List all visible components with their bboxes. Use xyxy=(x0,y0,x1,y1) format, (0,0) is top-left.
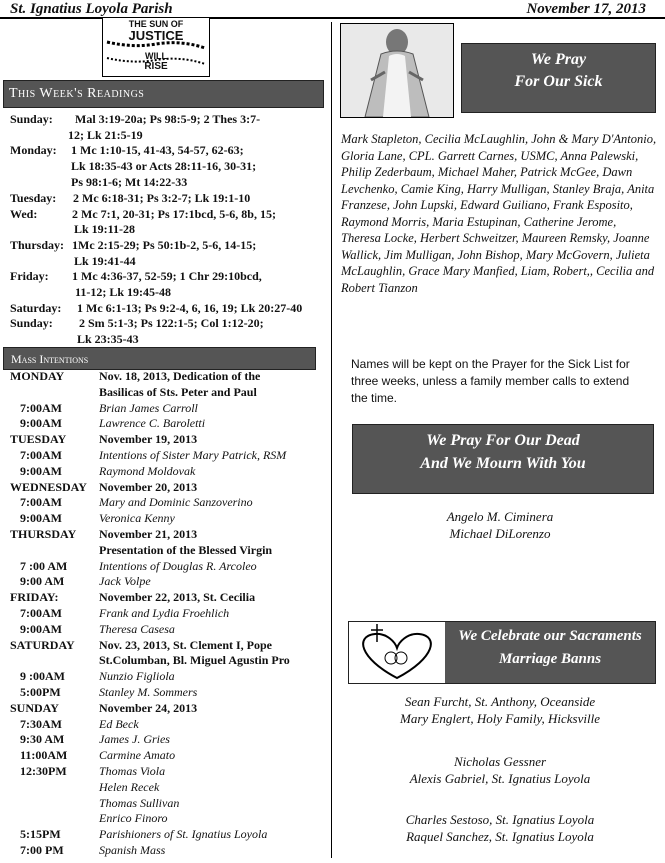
banns-name: Mary Englert, Holy Family, Hicksville xyxy=(399,711,600,726)
mary-statue-image xyxy=(340,23,454,118)
mass-intention: Nunzio Figliola xyxy=(99,669,175,683)
banns-name: Nicholas Gessner xyxy=(453,754,547,769)
logo-line-3: WILL xyxy=(145,51,167,61)
deceased-name: Michael DiLorenzo xyxy=(449,526,551,541)
mass-time: 9:00AM xyxy=(20,416,62,430)
mass-intention: Brian James Carroll xyxy=(99,401,198,415)
mass-date: November 24, 2013 xyxy=(99,701,198,715)
sacraments-header xyxy=(348,621,656,684)
reading-citation: 2 Sm 5:1-3; Ps 122:1-5; Col 1:12-20; xyxy=(79,316,264,330)
reading-citation: 1 Mc 6:1-13; Ps 9:2-4, 6, 16, 19; Lk 20:27-40 xyxy=(77,301,303,315)
mass-intention: Ed Beck xyxy=(99,717,139,731)
mass-time: 5:15PM xyxy=(20,827,61,841)
mass-date: Basilicas of Sts. Peter and Paul xyxy=(99,385,257,399)
mass-intention: Intentions of Douglas R. Arcoleo xyxy=(99,559,257,573)
mass-time: 9:00AM xyxy=(20,511,62,525)
mass-time: 9:00 AM xyxy=(20,574,65,588)
sick-list-note: Names will be kept on the Prayer for the Sick List for three weeks, unless a family member calls to extend the time. xyxy=(351,357,630,405)
header-rule xyxy=(0,17,665,19)
mass-time: 11:00AM xyxy=(20,748,68,762)
sacraments-title-2: Marriage Banns xyxy=(498,651,602,667)
mass-time: 9:30 AM xyxy=(20,732,65,746)
mass-intention: Frank and Lydia Froehlich xyxy=(99,606,230,620)
sacraments-title-band xyxy=(445,622,655,683)
sick-title-2: For Our Sick xyxy=(514,73,603,90)
logo-line-4: RISE xyxy=(144,61,168,72)
mass-date: Nov. 18, 2013, Dedication of the xyxy=(99,369,261,383)
mass-time: 7:00AM xyxy=(20,448,62,462)
pray-for-sick-header xyxy=(461,43,656,113)
mass-time: 7:00AM xyxy=(20,401,62,415)
reading-citation: 11-12; Lk 19:45-48 xyxy=(75,285,171,299)
reading-day: Sunday: xyxy=(10,112,53,126)
reading-day: Tuesday: xyxy=(10,191,57,205)
banns-name: Raquel Sanchez, St. Ignatius Loyola xyxy=(406,829,594,844)
reading-citation: 1 Mc 4:36-37, 52-59; 1 Chr 29:10bcd, xyxy=(72,269,262,283)
mass-time: 7:00 PM xyxy=(20,843,64,857)
reading-day: Monday: xyxy=(10,143,57,157)
mass-day: THURSDAY xyxy=(10,527,77,541)
mass-intention: Thomas Sullivan xyxy=(99,796,180,810)
mass-intention: Spanish Mass xyxy=(99,843,166,857)
mary-statue-icon xyxy=(341,24,453,117)
logo-line-1: THE SUN OF xyxy=(128,19,184,29)
reading-citation: Lk 19:11-28 xyxy=(74,222,136,236)
mass-intention: Veronica Kenny xyxy=(99,511,175,525)
heart-rings-icon xyxy=(349,622,445,683)
mass-intention: Raymond Moldovak xyxy=(99,464,196,478)
mass-intentions-header xyxy=(3,347,316,370)
parish-name: St. Ignatius Loyola Parish xyxy=(10,1,173,17)
sick-names-list: Mark Stapleton, Cecilia McLaughlin, John & Mary D'Antonio, Gloria Lane, CPL. Garrett Carnes, USMC, Anna Palewski, Philip Zederbaum, Michael Maher, Patrick McGee, Dawn Levchenko, Camie King, Harry Mulligan, Stanley Braja, Anita Franzese, John Lupski, Edward Guiliano, Frank Esposito, Raymond Morris, Maria Estupinan, Catherine Jerome, Theresa Locke, Herbert Schweitzer, Maureen Remsky, Joanne Wallick, Jim Mulligan, John Bishop, Mary McGovern, Julieta McLaughlin, Grace Mary Manfied, Liam, Robert,, Cecilia and Robert Tianzon xyxy=(341,132,657,295)
reading-citation: 2 Mc 7:1, 20-31; Ps 17:1bcd, 5-6, 8b, 15; xyxy=(72,207,276,221)
mass-intentions-title: Mass Intentions xyxy=(11,352,89,366)
mass-intention: James J. Gries xyxy=(99,732,170,746)
mass-time: 7:30AM xyxy=(20,717,62,731)
reading-citation: Ps 98:1-6; Mt 14:22-33 xyxy=(71,175,188,189)
mass-intention: Jack Volpe xyxy=(99,574,151,588)
banns-name: Alexis Gabriel, St. Ignatius Loyola xyxy=(409,771,591,786)
banns-name: Charles Sestoso, St. Ignatius Loyola xyxy=(405,812,595,827)
reading-citation: Lk 23:35-43 xyxy=(77,332,139,346)
mass-time: 9:00AM xyxy=(20,464,62,478)
banns-name: Sean Furcht, St. Anthony, Oceanside xyxy=(404,694,596,709)
mass-intention: Thomas Viola xyxy=(99,764,166,778)
mass-date: Nov. 23, 2013, St. Clement I, Pope xyxy=(99,638,272,652)
mass-day: SATURDAY xyxy=(10,638,75,652)
dead-title-1: We Pray For Our Dead xyxy=(426,432,580,449)
column-divider xyxy=(331,22,332,858)
mass-time: 5:00PM xyxy=(20,685,61,699)
mass-intention: Helen Recek xyxy=(99,780,160,794)
mass-day: WEDNESDAY xyxy=(10,480,87,494)
mass-date: St.Columban, Bl. Miguel Agustin Pro xyxy=(99,653,290,667)
mass-time: 7 :00 AM xyxy=(20,559,68,573)
mass-time: 7:00AM xyxy=(20,606,62,620)
readings-title: This Week's Readings xyxy=(9,86,145,101)
mass-time: 12:30PM xyxy=(20,764,67,778)
mass-time: 7:00AM xyxy=(20,495,62,509)
mass-intention: Intentions of Sister Mary Patrick, RSM xyxy=(99,448,287,462)
mass-intention: Stanley M. Sommers xyxy=(99,685,198,699)
mass-intention: Parishioners of St. Ignatius Loyola xyxy=(99,827,268,841)
bulletin-date: November 17, 2013 xyxy=(526,1,646,17)
mass-day: FRIDAY: xyxy=(10,590,59,604)
sacraments-title-1: We Celebrate our Sacraments xyxy=(458,628,642,644)
reading-citation: 12; Lk 21:5-19 xyxy=(68,128,143,142)
mass-intention: Mary and Dominic Sanzoverino xyxy=(99,495,253,509)
dead-title-2: And We Mourn With You xyxy=(420,455,586,472)
logo-line-2: JUSTICE xyxy=(128,28,184,43)
mass-date: Presentation of the Blessed Virgin xyxy=(99,543,273,557)
sun-of-justice-logo xyxy=(102,17,210,77)
reading-citation: Lk 18:35-43 or Acts 28:11-16, 30-31; xyxy=(71,159,257,173)
reading-citation: Mal 3:19-20a; Ps 98:5-9; 2 Thes 3:7- xyxy=(75,112,261,126)
reading-citation: 1Mc 2:15-29; Ps 50:1b-2, 5-6, 14-15; xyxy=(72,238,257,252)
reading-day: Saturday: xyxy=(10,301,62,315)
mass-date: November 20, 2013 xyxy=(99,480,198,494)
reading-day: Friday: xyxy=(10,269,49,283)
mass-date: November 19, 2013 xyxy=(99,432,198,446)
mass-time: 9:00AM xyxy=(20,622,62,636)
mass-day: SUNDAY xyxy=(10,701,59,715)
mass-intention: Enrico Finoro xyxy=(99,811,168,825)
deceased-name: Angelo M. Ciminera xyxy=(446,509,554,524)
mass-day: TUESDAY xyxy=(10,432,67,446)
mass-date: November 21, 2013 xyxy=(99,527,198,541)
mass-intention: Theresa Casesa xyxy=(99,622,175,636)
reading-day: Sunday: xyxy=(10,316,53,330)
mass-intention: Lawrence C. Baroletti xyxy=(99,416,206,430)
reading-citation: Lk 19:41-44 xyxy=(74,254,136,268)
mass-date: November 22, 2013, St. Cecilia xyxy=(99,590,256,604)
mass-intention: Carmine Amato xyxy=(99,748,176,762)
reading-citation: 2 Mc 6:18-31; Ps 3:2-7; Lk 19:1-10 xyxy=(73,191,251,205)
mass-time: 9 :00AM xyxy=(20,669,65,683)
pray-for-dead-header xyxy=(352,424,654,494)
mass-day: MONDAY xyxy=(10,369,65,383)
reading-day: Thursday: xyxy=(10,238,65,252)
readings-header xyxy=(3,80,324,108)
reading-citation: 1 Mc 1:10-15, 41-43, 54-57, 62-63; xyxy=(71,143,244,157)
reading-day: Wed: xyxy=(10,207,38,221)
sick-title-1: We Pray xyxy=(530,51,587,68)
